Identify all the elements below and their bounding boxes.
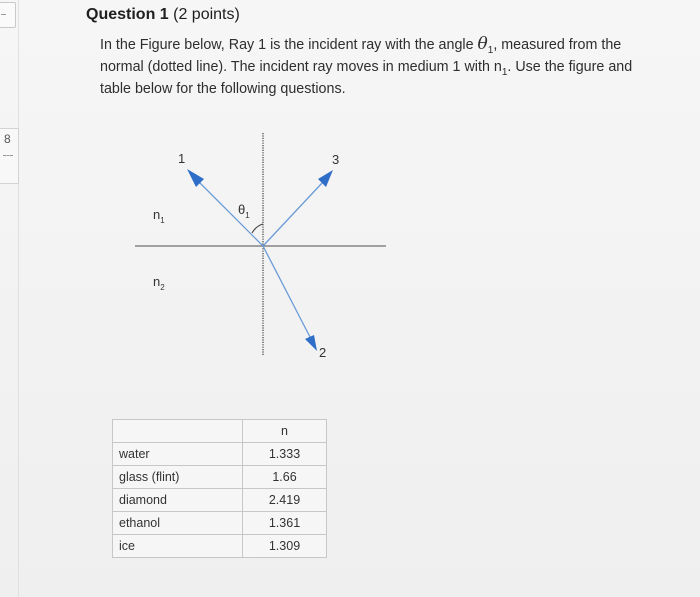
table-row	[113, 466, 327, 489]
table-header-cell	[113, 420, 243, 443]
angle-theta: θ	[238, 202, 246, 217]
table-cell-index: 1.361	[243, 512, 327, 535]
table-cell-material: ice	[113, 535, 243, 558]
ray-2-arrowhead	[305, 335, 317, 351]
angle-label	[238, 202, 250, 220]
medium-1-sub: 1	[160, 216, 165, 225]
ray-3-line	[263, 182, 323, 246]
table-cell-index: 1.66	[243, 466, 327, 489]
theta-subscript: 1	[487, 44, 494, 56]
question-text-part2: , measured from the normal (dotted line). The incident ray moves in medium 1 with	[100, 37, 622, 75]
table-cell-index: 1.333	[243, 443, 327, 466]
question-nav-number: 8	[4, 132, 11, 146]
table-cell-material: diamond	[113, 489, 243, 512]
table-cell-index: 1.309	[243, 535, 327, 558]
refractive-index-table	[112, 419, 327, 558]
ray-1-line	[197, 180, 263, 246]
n-subscript: 1	[501, 66, 508, 78]
theta-symbol: θ	[477, 34, 488, 54]
ray-3-label: 3	[332, 152, 340, 167]
table-row	[113, 535, 327, 558]
ray-2-line	[263, 246, 310, 337]
question-title-label: Question 1	[86, 6, 169, 23]
question-points: (2 points)	[168, 6, 240, 23]
table-cell-material: ethanol	[113, 512, 243, 535]
medium-1-label	[153, 207, 165, 225]
angle-sub: 1	[245, 211, 250, 220]
ray-1-label: 1	[178, 151, 186, 166]
medium-2-sub: 2	[160, 283, 165, 292]
medium-1-n: n	[153, 207, 161, 222]
table-row	[113, 512, 327, 535]
table-row	[113, 443, 327, 466]
angle-arc	[252, 224, 263, 233]
table-header-cell: n	[243, 420, 327, 443]
n-symbol: n	[493, 58, 502, 75]
table-cell-material: glass (flint)	[113, 466, 243, 489]
question-text-part1: In the Figure below, Ray 1 is the incident ray with the angle	[100, 37, 478, 53]
medium-2-label	[153, 274, 165, 292]
question-text-part3: . Use the figure and table below for the following questions.	[100, 58, 633, 97]
table-header-row	[113, 420, 327, 443]
ray-2-label: 2	[319, 345, 327, 360]
table-row	[113, 489, 327, 512]
medium-2-n: n	[153, 274, 161, 289]
table-cell-material: water	[113, 443, 243, 466]
table-cell-index: 2.419	[243, 489, 327, 512]
